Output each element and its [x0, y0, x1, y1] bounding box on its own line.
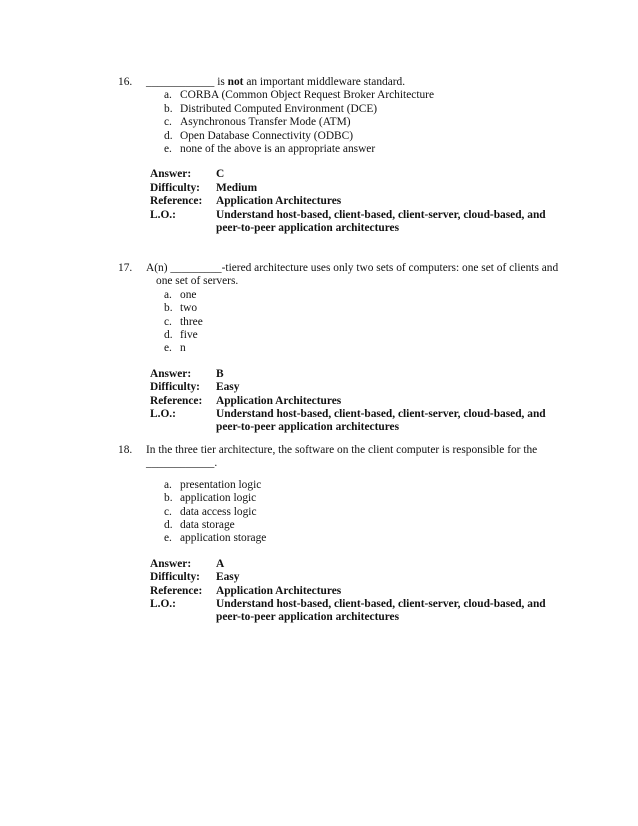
choice-text: data storage [180, 519, 235, 532]
answer-blank: ____________ [146, 76, 215, 88]
choice-list [164, 89, 580, 156]
choice-letter: a. [164, 288, 172, 301]
choice-item [164, 492, 580, 505]
lo-value-continued: peer-to-peer application architectures [216, 421, 400, 434]
answer-metadata [150, 558, 580, 625]
reference-label: Reference: [150, 195, 203, 208]
choice-letter: a. [164, 478, 172, 491]
question-16 [118, 76, 580, 235]
choice-text: n [180, 342, 186, 355]
choice-text: application logic [180, 492, 257, 505]
difficulty-label: Difficulty: [150, 571, 200, 584]
choice-text: one [180, 288, 197, 301]
answer-metadata [150, 368, 580, 435]
choice-item [164, 342, 580, 355]
choice-letter: c. [164, 505, 172, 518]
stem-text: A(n) _________-tiered architecture uses only two sets of computers: one set of clients and [146, 262, 559, 274]
question-number: 18. [118, 444, 133, 456]
choice-letter: c. [164, 315, 172, 328]
lo-label: L.O.: [150, 408, 176, 421]
choice-text: three [180, 315, 203, 328]
question-stem: ____________ is not an important middleware standard. [146, 76, 406, 88]
choice-text: Asynchronous Transfer Mode (ATM) [180, 116, 351, 129]
answer-value: C [216, 168, 225, 181]
lo-label: L.O.: [150, 208, 176, 221]
question-number: 17. [118, 262, 133, 274]
choice-letter: b. [164, 102, 173, 115]
choice-letter: b. [164, 302, 173, 315]
choice-item [164, 532, 580, 545]
choice-item [164, 479, 580, 492]
reference-value: Application Architectures [216, 394, 342, 407]
choice-item [164, 316, 580, 329]
choice-item [164, 130, 580, 143]
choice-letter: a. [164, 89, 172, 102]
choice-text: two [180, 302, 198, 315]
choice-item [164, 519, 580, 532]
choice-letter: d. [164, 519, 173, 532]
choice-item [164, 103, 580, 116]
choice-text: application storage [180, 532, 267, 545]
question-number: 16. [118, 76, 133, 88]
choice-list [164, 479, 580, 546]
choice-item [164, 289, 580, 302]
choice-item [164, 329, 580, 342]
choice-letter: d. [164, 129, 173, 142]
choice-text: Distributed Computed Environment (DCE) [180, 102, 378, 115]
choice-letter: e. [164, 532, 172, 545]
choice-item [164, 143, 580, 156]
choice-letter: b. [164, 492, 173, 505]
choice-list [164, 289, 580, 356]
difficulty-label: Difficulty: [150, 181, 200, 194]
stem-text-continued: one set of servers. [156, 275, 239, 288]
stem-text: an important middleware standard. [243, 76, 406, 88]
answer-label: Answer: [150, 557, 192, 570]
reference-label: Reference: [150, 584, 203, 597]
answer-metadata [150, 168, 580, 235]
choice-letter: e. [164, 342, 172, 355]
question-17 [118, 262, 580, 435]
lo-label: L.O.: [150, 598, 176, 611]
choice-text: presentation logic [180, 478, 262, 491]
stem-emphasis: not [227, 76, 244, 88]
answer-value: B [216, 367, 224, 380]
choice-letter: c. [164, 116, 172, 129]
difficulty-label: Difficulty: [150, 381, 200, 394]
question-18 [118, 444, 580, 625]
stem-text: In the three tier architecture, the software on the client computer is responsible for the [146, 444, 538, 456]
choice-text: five [180, 329, 198, 342]
choice-text: CORBA (Common Object Request Broker Architecture [180, 89, 435, 102]
choice-text: Open Database Connectivity (ODBC) [180, 129, 354, 142]
lo-value: Understand host-based, client-based, client-server, cloud-based, and [216, 208, 546, 221]
difficulty-value: Easy [216, 381, 240, 394]
question-stem [146, 444, 580, 471]
choice-letter: e. [164, 143, 172, 156]
reference-label: Reference: [150, 394, 203, 407]
answer-value: A [216, 557, 225, 570]
answer-label: Answer: [150, 168, 192, 181]
reference-value: Application Architectures [216, 195, 342, 208]
choice-item [164, 116, 580, 129]
choice-item [164, 302, 580, 315]
lo-value-continued: peer-to-peer application architectures [216, 222, 400, 235]
difficulty-value: Easy [216, 571, 240, 584]
lo-value: Understand host-based, client-based, client-server, cloud-based, and [216, 598, 546, 611]
difficulty-value: Medium [216, 181, 258, 194]
lo-value-continued: peer-to-peer application architectures [216, 611, 400, 624]
choice-letter: d. [164, 329, 173, 342]
choice-text: none of the above is an appropriate answer [180, 143, 376, 156]
question-stem [146, 262, 580, 289]
reference-value: Application Architectures [216, 584, 342, 597]
answer-label: Answer: [150, 367, 192, 380]
stem-text-continued: ____________. [146, 457, 218, 470]
lo-value: Understand host-based, client-based, client-server, cloud-based, and [216, 408, 546, 421]
choice-text: data access logic [180, 505, 257, 518]
choice-item [164, 89, 580, 102]
choice-item [164, 506, 580, 519]
